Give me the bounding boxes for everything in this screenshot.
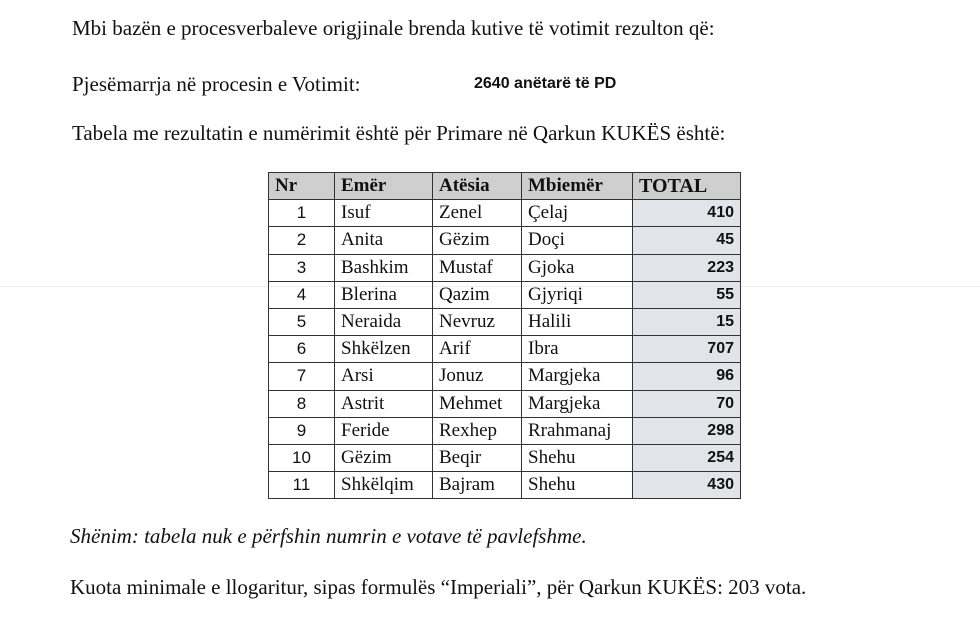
cell-father-name: Mustaf	[433, 254, 522, 281]
table-row	[269, 254, 741, 281]
cell-nr: 1	[269, 200, 335, 227]
header-nr: Nr	[269, 173, 335, 200]
table-header-row	[269, 173, 741, 200]
cell-last-name: Çelaj	[522, 200, 633, 227]
cell-total: 430	[633, 472, 741, 499]
cell-first-name: Feride	[335, 417, 433, 444]
cell-first-name: Bashkim	[335, 254, 433, 281]
cell-nr: 8	[269, 390, 335, 417]
cell-father-name: Nevruz	[433, 308, 522, 335]
table-row	[269, 390, 741, 417]
cell-nr: 7	[269, 363, 335, 390]
participation-label: Pjesëmarrja në procesin e Votimit:	[72, 72, 361, 96]
cell-last-name: Halili	[522, 308, 633, 335]
cell-father-name: Gëzim	[433, 227, 522, 254]
cell-last-name: Margjeka	[522, 390, 633, 417]
cell-last-name: Gjyriqi	[522, 281, 633, 308]
header-emer: Emër	[335, 173, 433, 200]
cell-total: 45	[633, 227, 741, 254]
cell-total: 96	[633, 363, 741, 390]
results-table	[268, 172, 741, 499]
participation-value: 2640 anëtarë të PD	[474, 75, 617, 92]
note-text: Shënim: tabela nuk e përfshin numrin e votave të pavlefshme.	[70, 524, 587, 548]
table-intro-text: Tabela me rezultatin e numërimit është për Primare në Qarkun KUKËS është:	[72, 121, 726, 145]
header-atesia: Atësia	[433, 173, 522, 200]
cell-first-name: Blerina	[335, 281, 433, 308]
header-mbiemer: Mbiemër	[522, 173, 633, 200]
cell-first-name: Shkëlqim	[335, 472, 433, 499]
cell-total: 298	[633, 417, 741, 444]
cell-last-name: Shehu	[522, 472, 633, 499]
cell-total: 410	[633, 200, 741, 227]
cell-nr: 10	[269, 444, 335, 471]
table-row	[269, 472, 741, 499]
table-row	[269, 336, 741, 363]
cell-first-name: Arsi	[335, 363, 433, 390]
cell-total: 254	[633, 444, 741, 471]
cell-first-name: Neraida	[335, 308, 433, 335]
cell-last-name: Doçi	[522, 227, 633, 254]
cell-father-name: Jonuz	[433, 363, 522, 390]
cell-nr: 9	[269, 417, 335, 444]
cell-nr: 3	[269, 254, 335, 281]
cell-last-name: Rrahmanaj	[522, 417, 633, 444]
cell-first-name: Anita	[335, 227, 433, 254]
table-row	[269, 308, 741, 335]
cell-total: 223	[633, 254, 741, 281]
table-row	[269, 363, 741, 390]
cell-last-name: Shehu	[522, 444, 633, 471]
cell-total: 55	[633, 281, 741, 308]
cell-total: 15	[633, 308, 741, 335]
table-row	[269, 444, 741, 471]
header-total: TOTAL	[633, 173, 741, 200]
intro-text: Mbi bazën e procesverbaleve origjinale brenda kutive të votimit rezulton që:	[72, 16, 715, 40]
cell-nr: 2	[269, 227, 335, 254]
table-row	[269, 281, 741, 308]
cell-first-name: Astrit	[335, 390, 433, 417]
cell-first-name: Isuf	[335, 200, 433, 227]
cell-nr: 6	[269, 336, 335, 363]
cell-nr: 4	[269, 281, 335, 308]
cell-nr: 5	[269, 308, 335, 335]
cell-father-name: Bajram	[433, 472, 522, 499]
cell-last-name: Margjeka	[522, 363, 633, 390]
cell-father-name: Zenel	[433, 200, 522, 227]
cell-last-name: Gjoka	[522, 254, 633, 281]
table-row	[269, 227, 741, 254]
cell-first-name: Shkëlzen	[335, 336, 433, 363]
cell-father-name: Arif	[433, 336, 522, 363]
table-row	[269, 417, 741, 444]
cell-last-name: Ibra	[522, 336, 633, 363]
cell-father-name: Mehmet	[433, 390, 522, 417]
cell-total: 70	[633, 390, 741, 417]
quota-text: Kuota minimale e llogaritur, sipas formulës “Imperiali”, për Qarkun KUKËS: 203 vota.	[70, 575, 807, 599]
cell-total: 707	[633, 336, 741, 363]
cell-father-name: Qazim	[433, 281, 522, 308]
cell-first-name: Gëzim	[335, 444, 433, 471]
cell-father-name: Rexhep	[433, 417, 522, 444]
cell-nr: 11	[269, 472, 335, 499]
cell-father-name: Beqir	[433, 444, 522, 471]
table-row	[269, 200, 741, 227]
